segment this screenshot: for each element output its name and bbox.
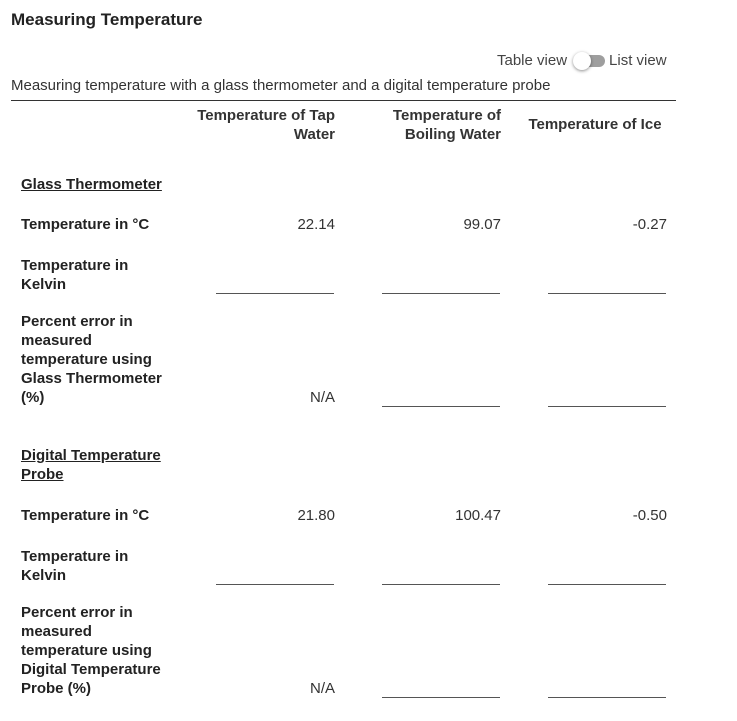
list-view-label[interactable]: List view <box>609 51 667 69</box>
row-label-digital-kelvin: Temperature in Kelvin <box>21 548 129 584</box>
view-toggle <box>497 50 667 70</box>
glass-percent-error-ice-input[interactable] <box>548 406 666 407</box>
caption-divider <box>11 100 676 101</box>
glass-kelvin-boiling-water-input[interactable] <box>382 293 500 294</box>
toggle-knob[interactable] <box>573 52 591 70</box>
glass-kelvin-ice-input[interactable] <box>548 293 666 294</box>
digital-kelvin-ice-input[interactable] <box>548 584 666 585</box>
digital-kelvin-boiling-water-input[interactable] <box>382 584 500 585</box>
row-label-digital-celsius: Temperature in °C <box>21 507 150 524</box>
glass-percent-error-boiling-water-input[interactable] <box>382 406 500 407</box>
view-toggle-switch[interactable] <box>573 52 605 68</box>
row-label-glass-celsius: Temperature in °C <box>21 216 150 233</box>
digital-kelvin-tap-water-input[interactable] <box>216 584 334 585</box>
glass-kelvin-tap-water-input[interactable] <box>216 293 334 294</box>
row-label-glass-percent-error: Percent error in measured temperature using Glass Thermometer (%) <box>21 313 162 406</box>
table-view-label[interactable]: Table view <box>497 51 568 69</box>
section-title-glass-thermometer: Glass Thermometer <box>21 176 162 193</box>
column-header-tap-water: Temperature of Tap Water <box>197 107 335 143</box>
column-header-ice: Temperature of Ice <box>528 116 662 133</box>
glass-celsius-boiling-water: 99.07 <box>463 216 501 233</box>
digital-celsius-boiling-water: 100.47 <box>455 507 501 524</box>
digital-celsius-ice: -0.50 <box>632 507 667 524</box>
digital-percent-error-tap-water: N/A <box>309 680 335 697</box>
row-label-digital-percent-error: Percent error in measured temperature using Digital Temperature Probe (%) <box>21 604 161 697</box>
digital-percent-error-ice-input[interactable] <box>548 697 666 698</box>
digital-celsius-tap-water: 21.80 <box>297 507 335 524</box>
glass-celsius-tap-water: 22.14 <box>297 216 335 233</box>
glass-celsius-ice: -0.27 <box>632 216 667 233</box>
table-caption: Measuring temperature with a glass thermometer and a digital temperature probe <box>11 77 551 94</box>
section-title-digital-probe: Digital Temperature Probe <box>21 447 161 483</box>
row-label-glass-kelvin: Temperature in Kelvin <box>21 257 129 293</box>
page-title: Measuring Temperature <box>11 10 203 29</box>
column-header-boiling-water: Temperature of Boiling Water <box>392 107 501 143</box>
digital-percent-error-boiling-water-input[interactable] <box>382 697 500 698</box>
glass-percent-error-tap-water: N/A <box>309 389 335 406</box>
